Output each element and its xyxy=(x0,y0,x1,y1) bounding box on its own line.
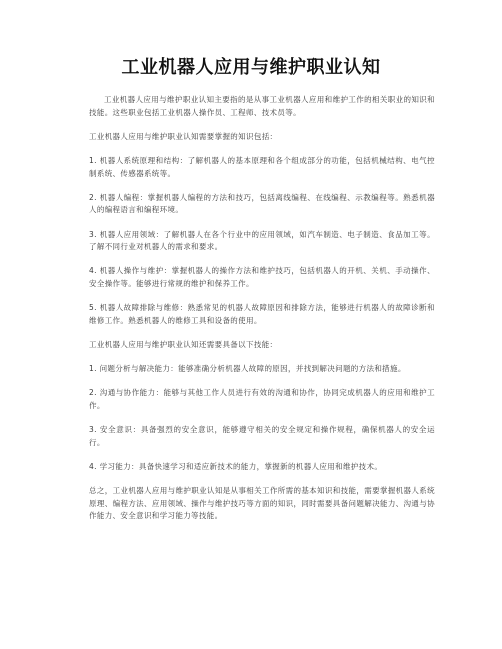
summary-paragraph: 总之，工业机器人应用与维护职业认知是从事相关工作所需的基本知识和技能，需要掌握机器人系统原理、编程方法、应用领域、操作与维护技巧等方面的知识，同时需要具备问题解决能力、沟通与协作能力、安全意识和学习能力等技能。 xyxy=(89,486,435,521)
skill-item-2: 2. 沟通与协作能力：能够与其他工作人员进行有效的沟通和协作，协同完成机器人的应用和维护工作。 xyxy=(89,388,435,410)
skill-item-3: 3. 安全意识：具备强烈的安全意识，能够遵守相关的安全规定和操作规程，确保机器人的安全运行。 xyxy=(89,425,435,447)
skill-item-1: 1. 问题分析与解决能力：能够准确分析机器人故障的原因，并找到解决问题的方法和措施。 xyxy=(89,364,406,374)
document-body xyxy=(89,94,435,534)
knowledge-item-2: 2. 机器人编程：掌握机器人编程的方法和技巧，包括离线编程、在线编程、示教编程等。熟悉机器人的编程语言和编程环境。 xyxy=(89,192,435,215)
knowledge-item-4: 4. 机器人操作与维护：掌握机器人的操作方法和维护技巧，包括机器人的开机、关机、手动操作、安全操作等。能够进行常规的维护和保养工作。 xyxy=(89,266,435,288)
knowledge-heading-paragraph: 工业机器人应用与维护职业认知需要掌握的知识包括： xyxy=(89,131,278,141)
knowledge-item-5: 5. 机器人故障排除与维修：熟悉常见的机器人故障原因和排除方法，能够进行机器人的故障诊断和维修工作。熟悉机器人的维修工具和设备的使用。 xyxy=(89,303,435,325)
skill-item-4: 4. 学习能力：具备快速学习和适应新技术的能力，掌握新的机器人应用和维护技术。 xyxy=(89,461,383,471)
knowledge-item-3: 3. 机器人应用领域：了解机器人在各个行业中的应用领域，如汽车制造、电子制造、食品加工等。了解不同行业对机器人的需求和要求。 xyxy=(89,229,435,252)
document-title: 工业机器人应用与维护职业认知 xyxy=(121,57,381,78)
knowledge-item-1: 1. 机器人系统原理和结构：了解机器人的基本原理和各个组成部分的功能，包括机械结构、电气控制系统、传感器系统等。 xyxy=(89,155,435,178)
skills-heading-paragraph: 工业机器人应用与维护职业认知还需要具备以下技能： xyxy=(89,339,278,349)
intro-paragraph: 工业机器人应用与维护职业认知主要指的是从事工业机器人应用和维护工作的相关职业的知识和技能。这些职业包括工业机器人操作员、工程师、技术员等。 xyxy=(89,95,435,117)
